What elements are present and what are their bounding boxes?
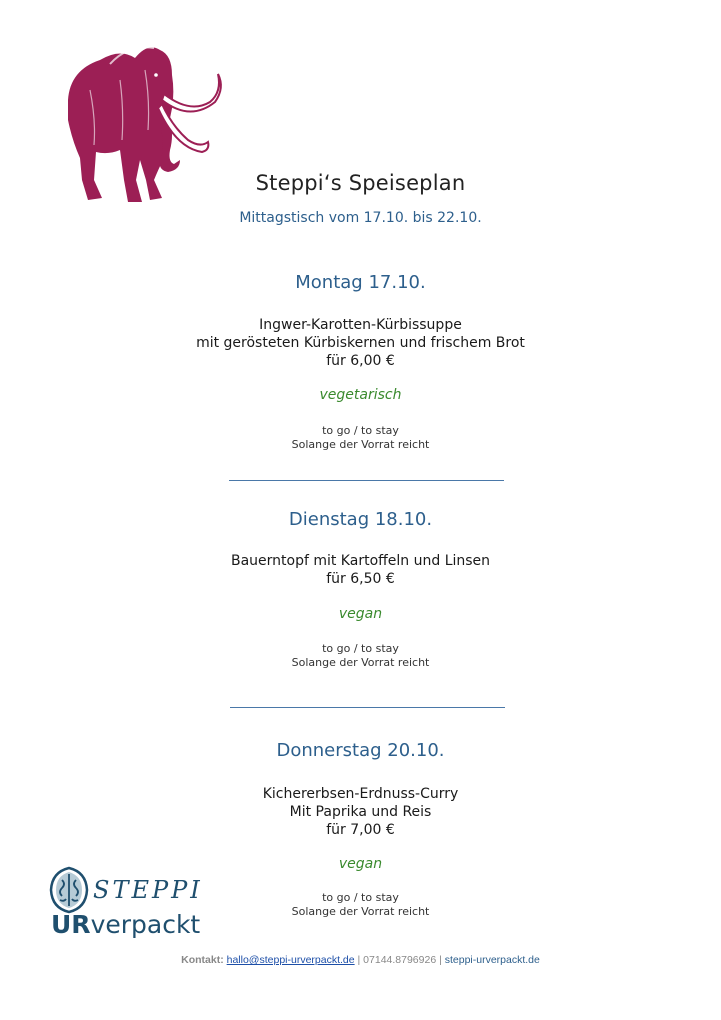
steppi-urverpackt-logo [45, 862, 203, 942]
divider [230, 707, 505, 708]
logo-steppi-text: STEPPI [93, 876, 203, 904]
availability-note: Solange der Vorrat reicht [291, 905, 430, 918]
logo-urverpackt-text [51, 910, 200, 939]
dish-line: Bauerntopf mit Kartoffeln und Linsen [230, 553, 491, 569]
diet-label: vegan [338, 606, 383, 622]
availability-note: Solange der Vorrat reicht [291, 438, 430, 451]
day-heading: Montag 17.10. [295, 272, 426, 293]
divider [229, 480, 504, 481]
page-subtitle: Mittagstisch vom 17.10. bis 22.10. [239, 210, 482, 226]
footer-contact [0, 954, 721, 966]
dish-line: Ingwer-Karotten-Kürbissuppe [259, 317, 462, 333]
page-title: Steppi‘s Speiseplan [255, 171, 466, 195]
logo-ur: UR [51, 910, 91, 939]
footer-website[interactable]: steppi-urverpackt.de [444, 954, 540, 966]
logo-verpackt: verpackt [90, 910, 201, 939]
footer-separator: | [354, 954, 364, 966]
footer-separator: | [436, 954, 445, 966]
day-heading: Dienstag 18.10. [288, 509, 433, 530]
footer-phone: 07144.8796926 [363, 954, 437, 966]
dish-line: Mit Paprika und Reis [289, 804, 432, 820]
diet-label: vegan [338, 856, 383, 872]
dish-description [0, 785, 721, 839]
day-heading: Donnerstag 20.10. [276, 740, 445, 761]
diet-label: vegetarisch [319, 387, 402, 403]
dish-price: für 7,00 € [326, 822, 395, 838]
serve-note: to go / to stay [322, 891, 399, 904]
dish-line: mit gerösteten Kürbiskernen und frischem Brot [196, 335, 525, 351]
footer-email-link[interactable]: hallo@steppi-urverpackt.de [226, 954, 355, 966]
dish-line: Kichererbsen-Erdnuss-Curry [262, 786, 459, 802]
walnut-icon [48, 866, 90, 914]
dish-price: für 6,00 € [326, 353, 395, 369]
serve-note: to go / to stay [322, 642, 399, 655]
dish-description [0, 316, 721, 370]
serve-note: to go / to stay [322, 424, 399, 437]
dish-description [0, 552, 721, 588]
availability-note: Solange der Vorrat reicht [291, 656, 430, 669]
footer-label: Kontakt: [181, 954, 224, 966]
dish-price: für 6,50 € [326, 571, 395, 587]
